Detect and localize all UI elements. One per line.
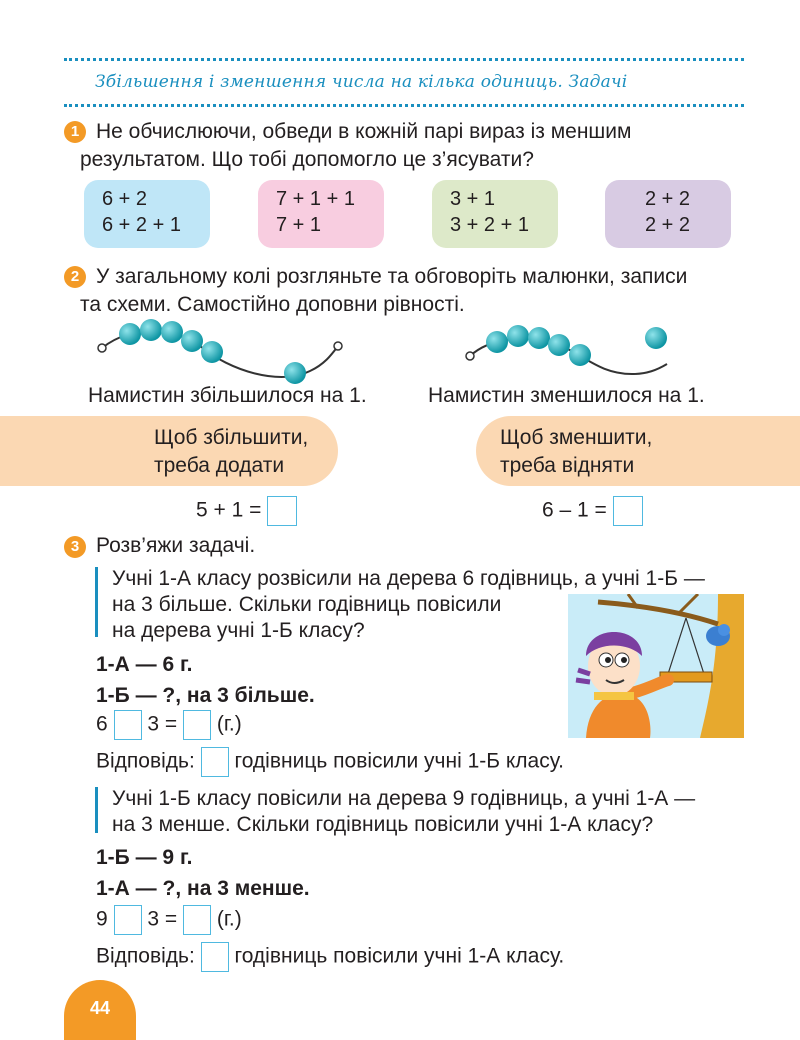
- problem2-answer: [96, 942, 564, 972]
- task1-text-line1: Не обчислюючи, обведи в кожній парі вираз із меншим: [96, 120, 632, 143]
- expression-bottom[interactable]: 6 + 2 + 1: [102, 214, 181, 236]
- rule-add-line2: треба додати: [154, 454, 285, 477]
- answer-text: годівниць повісили учні 1-А класу.: [234, 944, 565, 968]
- answer-box[interactable]: [183, 710, 211, 740]
- operator-box[interactable]: [114, 905, 142, 935]
- answer-box[interactable]: [183, 905, 211, 935]
- unit-label: (г.): [216, 907, 242, 931]
- expression-bottom[interactable]: 3 + 2 + 1: [450, 214, 529, 236]
- task2-text-line2: та схеми. Самостійно доповни рівності.: [80, 293, 465, 316]
- rule-subtract-line2: треба відняти: [500, 454, 635, 477]
- problem2-line1: Учні 1-Б класу повісили на дерева 9 годівниць, а учні 1-А —: [112, 787, 696, 810]
- expression-operand: 3 =: [147, 712, 178, 736]
- equation-text: 6 – 1 =: [542, 498, 607, 522]
- answer-box[interactable]: [267, 496, 297, 526]
- section-title: Збільшення і зменшення числа на кілька одиниць. Задачі: [95, 72, 628, 92]
- answer-label: Відповідь:: [96, 749, 195, 773]
- problem1-line3: на дерева учні 1-Б класу?: [112, 619, 365, 642]
- problem1-given2: 1-Б — ?, на 3 більше.: [96, 684, 315, 707]
- problem2-line2: на 3 менше. Скільки годівниць повісили учні 1-А класу?: [112, 813, 654, 836]
- top-dotted-rule: [64, 58, 744, 61]
- problem1-given1: 1-А — 6 г.: [96, 653, 193, 676]
- problem-marker-bar: [95, 567, 98, 637]
- task2-text-line1: У загальному колі розгляньте та обговоріть малюнки, записи: [96, 265, 688, 288]
- bottom-dotted-rule: [64, 104, 744, 107]
- expression-operand: 3 =: [147, 907, 178, 931]
- beads-increase-illustration: [90, 316, 360, 391]
- expression-top[interactable]: 7 + 1 + 1: [276, 188, 355, 210]
- expression-top[interactable]: 2 + 2: [645, 188, 691, 210]
- problem-marker-bar: [95, 787, 98, 833]
- expression-pair-card[interactable]: [432, 180, 558, 248]
- child-with-bird-feeder-illustration: [568, 594, 744, 738]
- equation-text: 5 + 1 =: [196, 498, 262, 522]
- expression-bottom[interactable]: 2 + 2: [645, 214, 691, 236]
- caption-increase: Намистин збільшилося на 1.: [88, 384, 367, 407]
- rule-add-line1: Щоб збільшити,: [154, 426, 309, 449]
- expression-bottom[interactable]: 7 + 1: [276, 214, 322, 236]
- expression-top[interactable]: 6 + 2: [102, 188, 148, 210]
- expression-pair-card[interactable]: [84, 180, 210, 248]
- expression-top[interactable]: 3 + 1: [450, 188, 496, 210]
- caption-decrease: Намистин зменшилося на 1.: [428, 384, 705, 407]
- problem1-expression: [96, 710, 242, 740]
- answer-text: годівниць повісили учні 1-Б класу.: [234, 749, 564, 773]
- equation-subtract: [542, 496, 643, 526]
- task-number-badge: 3: [64, 536, 86, 558]
- problem2-given1: 1-Б — 9 г.: [96, 846, 193, 869]
- problem1-line2: на 3 більше. Скільки годівниць повісили: [112, 593, 502, 616]
- page-number-badge: 44: [64, 980, 136, 1040]
- answer-box[interactable]: [613, 496, 643, 526]
- expression-pair-card[interactable]: [605, 180, 731, 248]
- task-number-badge: 1: [64, 121, 86, 143]
- answer-box[interactable]: [201, 747, 229, 777]
- problem2-given2: 1-А — ?, на 3 менше.: [96, 877, 310, 900]
- expression-operand: 9: [96, 907, 108, 931]
- operator-box[interactable]: [114, 710, 142, 740]
- expression-pair-card[interactable]: [258, 180, 384, 248]
- expression-operand: 6: [96, 712, 108, 736]
- problem2-expression: [96, 905, 242, 935]
- answer-label: Відповідь:: [96, 944, 195, 968]
- equation-add: [196, 496, 297, 526]
- problem1-line1: Учні 1-А класу розвісили на дерева 6 годівниць, а учні 1-Б —: [112, 567, 705, 590]
- task1-text-line2: результатом. Що тобі допомогло це з’ясувати?: [80, 148, 534, 171]
- task-number-badge: 2: [64, 266, 86, 288]
- rule-subtract-line1: Щоб зменшити,: [500, 426, 653, 449]
- beads-decrease-illustration: [462, 316, 682, 391]
- unit-label: (г.): [216, 712, 242, 736]
- problem1-answer: [96, 747, 564, 777]
- answer-box[interactable]: [201, 942, 229, 972]
- task3-heading: Розв’яжи задачі.: [96, 534, 256, 557]
